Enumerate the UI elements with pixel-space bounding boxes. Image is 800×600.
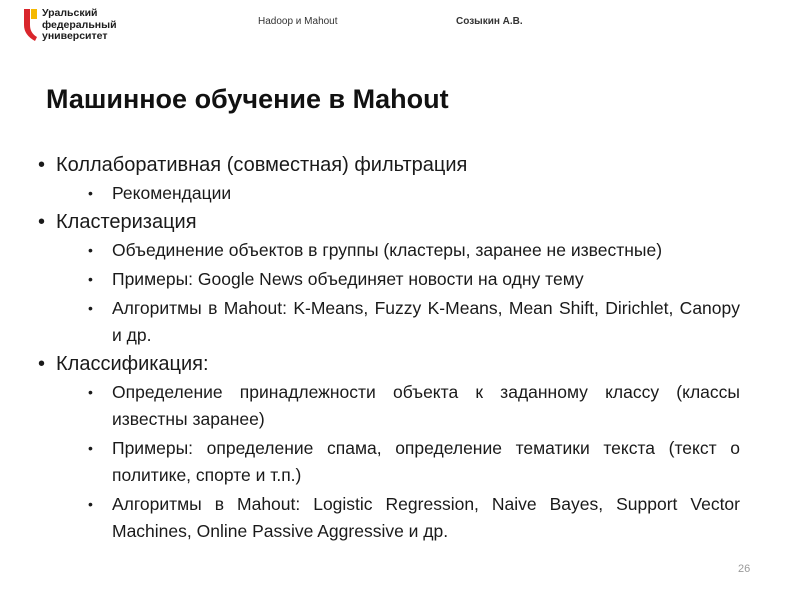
bullet-marker: •: [38, 353, 46, 375]
sub-bullet-clustering-examples: [88, 266, 740, 293]
sub-bullet-clustering-definition: [88, 237, 740, 264]
sub-bullet-classification-algorithms: [88, 491, 740, 545]
bullet-marker: •: [88, 185, 93, 201]
sub-bullet-recommendations: [88, 180, 740, 207]
header-author: Созыкин А.В.: [456, 16, 523, 27]
header-course-title: Hadoop и Mahout: [258, 16, 338, 27]
bullet-marker: •: [38, 154, 46, 176]
sub-bullet-classification-definition: [88, 379, 740, 433]
bullet-text: Классификация:: [56, 353, 209, 375]
bullet-collaborative-filtering: [28, 150, 740, 180]
sub-bullet-text: Определение принадлежности объекта к заданному классу (классы известны заранее): [112, 382, 740, 429]
sub-bullet-text: Объединение объектов в группы (кластеры, заранее не известные): [112, 240, 663, 260]
slide-content: [28, 150, 740, 545]
page-number: 26: [738, 563, 751, 575]
slide-title: Машинное обучение в Mahout: [46, 84, 449, 114]
bullet-text: Кластеризация: [56, 211, 197, 233]
bullet-marker: •: [88, 271, 93, 287]
bullet-marker: •: [88, 496, 93, 512]
sub-bullet-text: Примеры: определение спама, определение тематики текста (текст о политике, спорте и т.п.): [112, 438, 740, 485]
sub-bullet-text: Алгоритмы в Mahout: K-Means, Fuzzy K-Means, Mean Shift, Dirichlet, Canopy и др.: [112, 298, 740, 345]
bullet-text: Коллаборативная (совместная) фильтрация: [56, 154, 468, 176]
bullet-marker: •: [88, 384, 93, 400]
bullet-marker: •: [88, 242, 93, 258]
sub-bullet-classification-examples: [88, 435, 740, 489]
sub-bullet-text: Примеры: Google News объединяет новости на одну тему: [112, 269, 584, 289]
sub-bullet-text: Алгоритмы в Mahout: Logistic Regression, Naive Bayes, Support Vector Machines, Online Passive Aggressive и др.: [112, 494, 740, 541]
logo-text: Уральский федеральный университет: [42, 7, 117, 42]
sub-bullet-text: Рекомендации: [112, 183, 232, 203]
bullet-marker: •: [88, 440, 93, 456]
bullet-classification: [28, 349, 740, 379]
bullet-marker: •: [88, 300, 93, 316]
bullet-clustering: [28, 207, 740, 237]
university-logo: [22, 6, 142, 46]
urfu-logo-icon: [22, 7, 40, 43]
bullet-marker: •: [38, 211, 46, 233]
sub-bullet-clustering-algorithms: [88, 295, 740, 349]
